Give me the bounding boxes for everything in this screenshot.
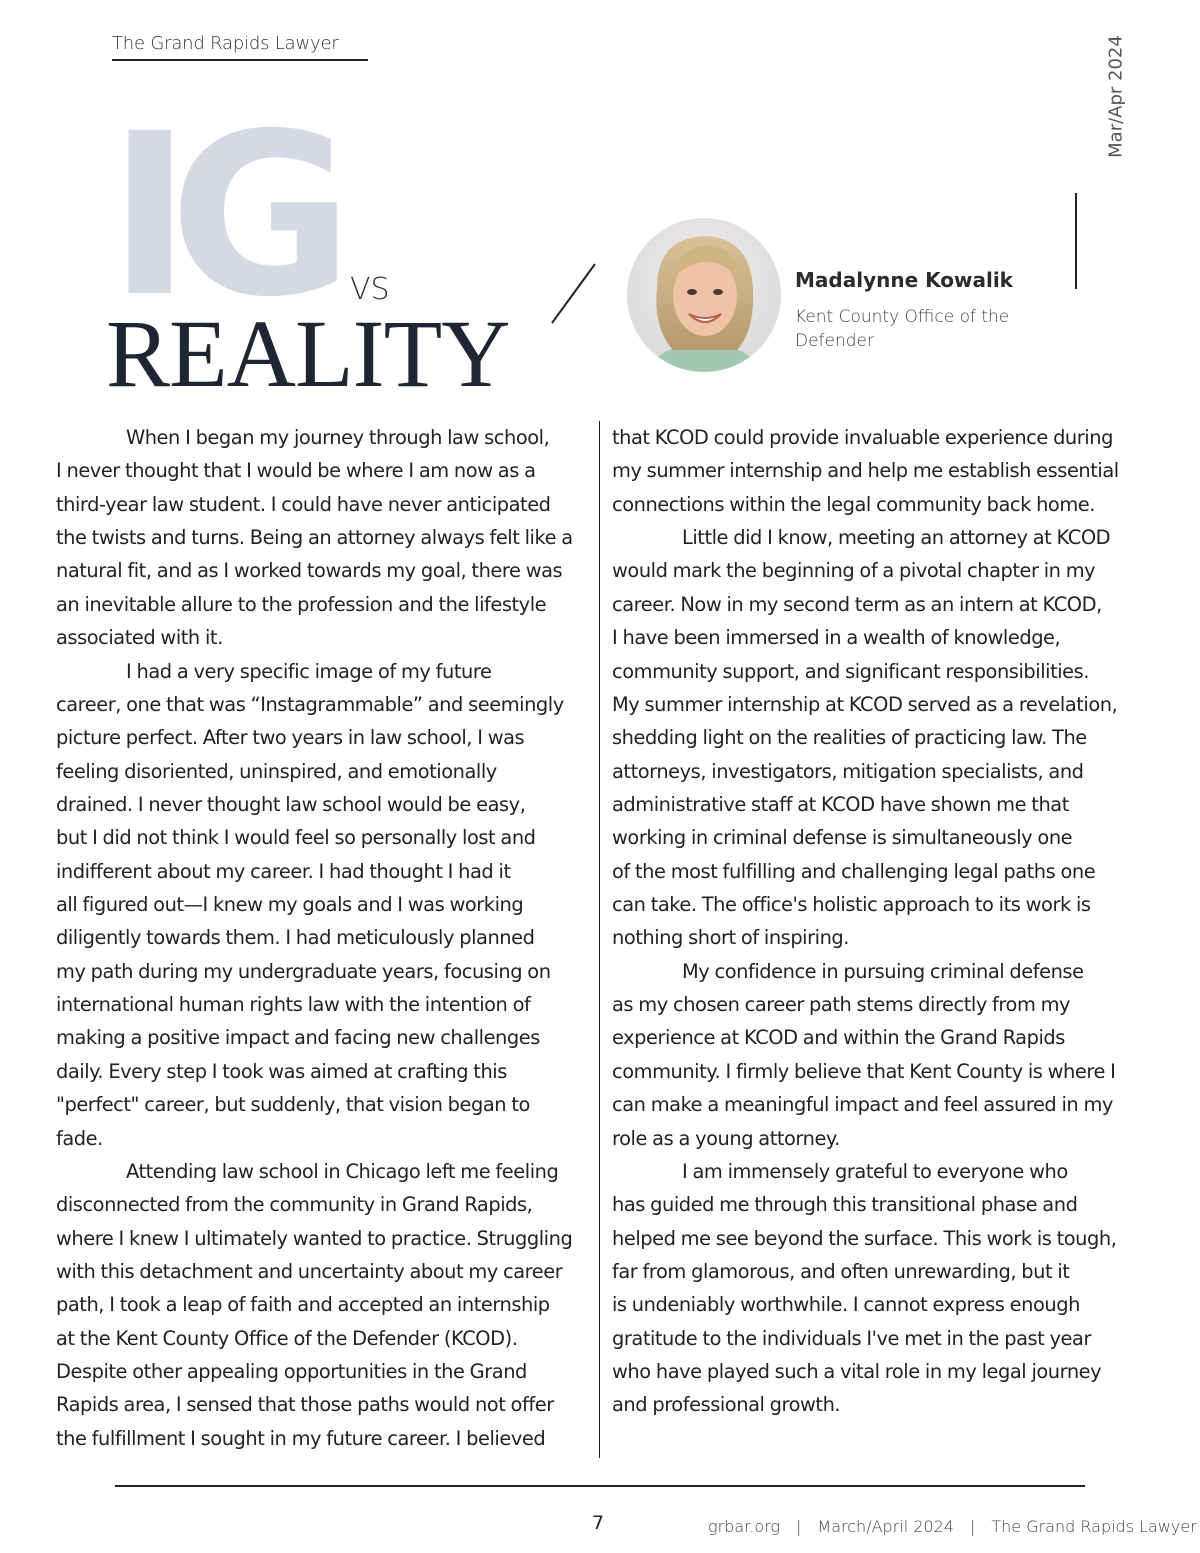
footer-publication: The Grand Rapids Lawyer	[991, 1517, 1197, 1536]
body-line: associated with it.	[56, 626, 223, 650]
body-line: far from glamorous, and often unrewarding, but it	[612, 1259, 1070, 1283]
footer-rule	[115, 1485, 1085, 1487]
body-line: working in criminal defense is simultaneously one	[612, 826, 1073, 850]
footer-separator: |	[969, 1517, 976, 1536]
body-line: I had a very specific image of my future	[126, 659, 492, 683]
publication-name: The Grand Rapids Lawyer	[112, 33, 339, 54]
body-line: community. I firmly believe that Kent County is where I	[612, 1059, 1116, 1083]
body-line: gratitude to the individuals I've met in the past year	[612, 1326, 1091, 1350]
body-line: picture perfect. After two years in law school, I was	[56, 726, 525, 750]
body-line: can make a meaningful impact and feel assured in my	[612, 1093, 1113, 1117]
body-line: drained. I never thought law school would be easy,	[56, 792, 526, 816]
body-line: I am immensely grateful to everyone who	[682, 1159, 1068, 1183]
body-line: I have been immersed in a wealth of knowledge,	[612, 626, 1061, 650]
body-line: When I began my journey through law school,	[126, 426, 550, 449]
body-line: making a positive impact and facing new challenges	[56, 1026, 540, 1050]
body-line: role as a young attorney.	[612, 1126, 840, 1150]
title-reality: REALITY	[106, 300, 510, 407]
column-divider	[599, 421, 600, 1458]
footer-issue: March/April 2024	[817, 1517, 954, 1536]
body-line: "perfect" career, but suddenly, that vision began to	[56, 1093, 530, 1117]
body-line: where I knew I ultimately wanted to practice. Struggling	[56, 1226, 573, 1250]
body-line: indifferent about my career. I had thought I had it	[56, 859, 511, 883]
body-line: I never thought that I would be where I am now as a	[56, 459, 536, 483]
footer-separator: |	[796, 1517, 802, 1536]
body-line: connections within the legal community back home.	[612, 492, 1095, 516]
body-line: Attending law school in Chicago left me feeling	[126, 1159, 559, 1183]
body-line: career, one that was “Instagrammable” and seemingly	[56, 692, 564, 716]
body-line: My summer internship at KCOD served as a revelation,	[612, 692, 1118, 716]
body-line: daily. Every step I took was aimed at crafting this	[56, 1059, 507, 1083]
body-line: administrative staff at KCOD have shown me that	[612, 792, 1069, 816]
body-line: as my chosen career path stems directly from my	[612, 993, 1071, 1017]
body-line: fade.	[56, 1126, 103, 1150]
slash-divider-icon	[548, 262, 600, 326]
body-line: natural fit, and as I worked towards my goal, there was	[56, 559, 563, 583]
issue-rule	[1075, 193, 1077, 289]
body-line: My confidence in pursuing criminal defense	[682, 959, 1084, 983]
body-line: Little did I know, meeting an attorney at KCOD	[682, 526, 1111, 550]
body-line: and professional growth.	[612, 1393, 841, 1417]
body-line: shedding light on the realities of practicing law. The	[612, 726, 1087, 750]
body-line: my path during my undergraduate years, focusing on	[56, 959, 551, 983]
author-affiliation	[795, 305, 1045, 353]
body-line: of the most fulfilling and challenging legal paths one	[612, 859, 1096, 883]
body-line: all figured out—I knew my goals and I was working	[56, 893, 524, 917]
body-line: helped me see beyond the surface. This work is tough,	[612, 1226, 1117, 1250]
footer-site-link[interactable]: grbar.org	[708, 1517, 781, 1536]
author-affiliation-line: Kent County Office of the	[795, 307, 1010, 327]
body-line: nothing short of inspiring.	[612, 926, 849, 950]
body-line: attorneys, investigators, mitigation specialists, and	[612, 759, 1084, 783]
body-line: community support, and significant responsibilities.	[612, 659, 1090, 683]
body-line: that KCOD could provide invaluable experience during	[612, 426, 1113, 449]
page-number: 7	[592, 1512, 605, 1534]
body-line: but I did not think I would feel so personally lost and	[56, 826, 536, 850]
body-line: at the Kent County Office of the Defender (KCOD).	[56, 1326, 518, 1350]
issue-date-vertical: Mar/Apr 2024	[1105, 35, 1127, 158]
body-line: Despite other appealing opportunities in the Grand	[56, 1360, 527, 1384]
body-line: would mark the beginning of a pivotal chapter in my	[612, 559, 1096, 583]
author-portrait	[627, 218, 781, 372]
header-rule	[112, 59, 368, 61]
author-name: Madalynne Kowalik	[795, 268, 1013, 292]
body-line: path, I took a leap of faith and accepted an internship	[56, 1293, 550, 1317]
body-line: third-year law student. I could have never anticipated	[56, 492, 551, 516]
body-line: diligently towards them. I had meticulously planned	[56, 926, 535, 950]
body-line: is undeniably worthwhile. I cannot express enough	[612, 1293, 1080, 1317]
title-vs: VS	[350, 272, 390, 307]
body-line: my summer internship and help me establish essential	[612, 459, 1119, 483]
body-line: can take. The office's holistic approach to its work is	[612, 893, 1091, 917]
footer-info	[708, 1517, 1197, 1536]
body-line: international human rights law with the intention of	[56, 993, 531, 1017]
article-right-column	[612, 421, 1152, 1422]
body-line: who have played such a vital role in my legal journey	[612, 1360, 1102, 1384]
body-line: the twists and turns. Being an attorney always felt like a	[56, 526, 573, 550]
body-line: experience at KCOD and within the Grand Rapids	[612, 1026, 1065, 1050]
body-line: Rapids area, I sensed that those paths would not offer	[56, 1393, 554, 1417]
article-left-column	[56, 421, 596, 1455]
body-line: an inevitable allure to the profession and the lifestyle	[56, 592, 547, 616]
title-ig: IG	[108, 85, 332, 346]
body-line: has guided me through this transitional phase and	[612, 1193, 1078, 1217]
body-line: the fulfillment I sought in my future career. I believed	[56, 1426, 546, 1450]
body-line: with this detachment and uncertainty about my career	[56, 1259, 563, 1283]
body-line: career. Now in my second term as an intern at KCOD,	[612, 592, 1102, 616]
body-line: disconnected from the community in Grand Rapids,	[56, 1193, 533, 1217]
body-line: feeling disoriented, uninspired, and emotionally	[56, 759, 497, 783]
author-affiliation-line: Defender	[795, 331, 875, 351]
